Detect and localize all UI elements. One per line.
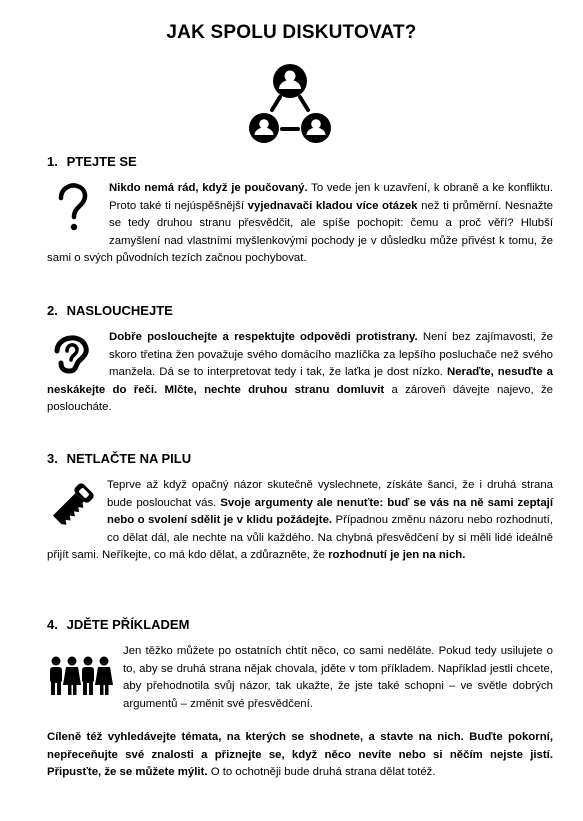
section-number: 2. [47, 303, 58, 318]
section-1-heading [47, 154, 137, 169]
text-run: Dobře poslouchejte a respektujte odpovědi protistrany. [109, 331, 418, 343]
text-run: než ti průměrní. Nesnažte se tedy druhou stranu přesvědčit, ale spíše pochopit: čemu a proč věří? Hlubší zamyšlení nad vlastními myšlenkovými pochody je v důsledku může přivést k tomu, že sami o svých původních tezích začnou pochybovat. [47, 199, 553, 265]
section-title: PTEJTE SE [66, 154, 137, 169]
text-run: O to ochotněji bude druhá strana dělat totéž. [207, 766, 436, 779]
people-network-icon [247, 62, 333, 148]
text-run: vyjednavači kladou více otázek [247, 199, 418, 212]
text-run: Případnou změnu názoru nebo rozhodnutí, co dělat dál, ale nechte na vůli každého. Na chybná přesvědčení by si měli lidé ideálně přijít sami. Neříkejte, co má kdo dělat, a zdůrazněte, že [47, 514, 553, 562]
section-number: 1. [47, 154, 58, 169]
section-4-extra-text [47, 729, 553, 782]
text-run: Jen těžko můžete po ostatních chtít něco, co sami neděláte. Pokud tedy usilujete o to, aby se druhá strana nějak chovala, jděte v tom příkladem. Například jestli chcete, aby přehodnotila svůj názor, tak ukažte, že jste také schopni – ve světle dobrých argumentů – změnit své přesvědčení. [123, 645, 553, 710]
text-run: Cíleně též vyhledávejte témata, na kterých se shodnete, a stavte na nich. Buďte pokorní, nepřeceňujte své znalosti a přiznejte se, když něco nevíte nebo si něčím nejste jistí. Připusťte, že se můžete mýlit. [47, 731, 553, 779]
family-group-icon [47, 655, 113, 701]
section-3-text [47, 477, 553, 565]
section-title: NETLAČTE NA PILU [66, 451, 192, 466]
section-1-text [47, 180, 553, 268]
section-4-text [47, 643, 553, 713]
saw-icon [47, 479, 97, 531]
question-mark-icon [47, 182, 99, 234]
section-2-text [47, 329, 553, 417]
text-run: rozhodnutí je jen na nich. [328, 549, 466, 562]
text-run: Není bez zajímavosti, že skoro třetina žen považuje svého domácího mazlíčka za lepšího posluchače než svého manžela. Dá se to interpretovat tedy i tak, že laťka je dost nízko. [109, 331, 554, 379]
text-run: Teprve až když opačný názor skutečně vyslechnete, získáte šanci, že i druhá strana bude poslouchat vás. [107, 479, 553, 509]
section-title: NASLOUCHEJTE [66, 303, 173, 318]
section-number: 4. [47, 617, 58, 632]
text-run: To vede jen k uzavření, k obraně a ke konfliktu. Proto také ti nejúspěšnější [109, 182, 553, 212]
section-4-heading [47, 617, 189, 632]
ear-icon [47, 331, 99, 375]
section-3-heading [47, 451, 191, 466]
section-2-heading [47, 303, 173, 318]
text-run: a zároveň dávejte najevo, že posloucháte. [47, 383, 553, 414]
text-run: Nikdo nemá rád, když je poučovaný. [109, 182, 308, 194]
page-title: JAK SPOLU DISKUTOVAT? [166, 22, 417, 43]
section-title: JDĚTE PŘÍKLADEM [66, 617, 190, 632]
text-run: Svoje argumenty ale nenuťte: buď se vás na ně sami zeptají nebo o svolení sdělit je v klidu požádejte. [107, 496, 553, 527]
section-number: 3. [47, 451, 58, 466]
text-run: Neraďte, nesuďte a neskákejte do řeči. Mlčte, nechte druhou stranu domluvit [47, 366, 554, 396]
